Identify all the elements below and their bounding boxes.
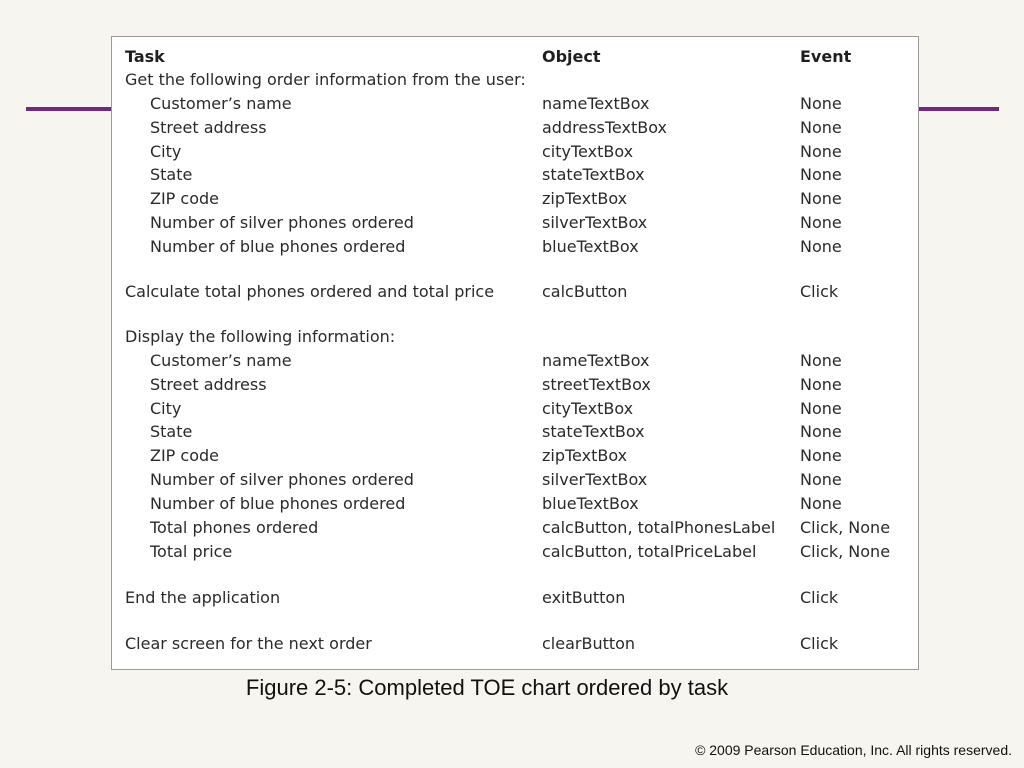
task-cell: State [150, 422, 193, 441]
table-row [112, 236, 918, 258]
table-row [112, 421, 918, 443]
task-cell: ZIP code [150, 189, 219, 208]
object-cell: nameTextBox [542, 351, 650, 370]
task-cell: Street address [150, 118, 267, 137]
table-row [112, 164, 918, 186]
event-cell: Click [800, 282, 839, 301]
table-row [112, 493, 918, 515]
figure-caption: Figure 2-5: Completed TOE chart ordered by task [245, 675, 729, 700]
task-cell: Street address [150, 375, 267, 394]
event-cell: None [800, 422, 842, 441]
event-cell: Click [800, 634, 839, 653]
table-row [112, 281, 918, 303]
object-cell: nameTextBox [542, 94, 650, 113]
task-cell: Number of blue phones ordered [150, 237, 406, 256]
decorative-rule-left [26, 107, 122, 111]
table-row [112, 141, 918, 163]
table-row [112, 374, 918, 396]
table-row [112, 469, 918, 491]
event-cell: None [800, 351, 842, 370]
object-cell: silverTextBox [542, 470, 648, 489]
task-cell: Number of silver phones ordered [150, 470, 414, 489]
event-cell: None [800, 118, 842, 137]
object-cell: silverTextBox [542, 213, 648, 232]
task-cell: Display the following information: [125, 327, 396, 346]
header-task: Task [125, 47, 165, 66]
object-cell: zipTextBox [542, 446, 628, 465]
table-row [112, 398, 918, 420]
object-cell: cityTextBox [542, 399, 634, 418]
table-row [112, 541, 918, 563]
task-cell: Get the following order information from the user: [125, 70, 526, 89]
task-cell: End the application [125, 588, 281, 607]
table-row [112, 517, 918, 539]
event-cell: None [800, 494, 842, 513]
table-row [112, 212, 918, 234]
table-row [112, 69, 918, 91]
task-cell: Clear screen for the next order [125, 634, 372, 653]
table-row [112, 93, 918, 115]
event-cell: None [800, 213, 842, 232]
task-cell: Total phones ordered [150, 518, 319, 537]
table-row [112, 117, 918, 139]
object-cell: streetTextBox [542, 375, 651, 394]
table-row [112, 587, 918, 609]
event-cell: None [800, 189, 842, 208]
header-event: Event [800, 47, 852, 66]
object-cell: stateTextBox [542, 422, 645, 441]
task-cell: State [150, 165, 193, 184]
table-row [112, 350, 918, 372]
header-object: Object [542, 47, 601, 66]
event-cell: None [800, 142, 842, 161]
table-row [112, 188, 918, 210]
decorative-rule-right [908, 107, 999, 111]
task-cell: Number of silver phones ordered [150, 213, 414, 232]
event-cell: None [800, 446, 842, 465]
copyright-notice: © 2009 Pearson Education, Inc. All rights reserved. [695, 742, 1012, 758]
event-cell: None [800, 237, 842, 256]
object-cell: calcButton, totalPhonesLabel [542, 518, 776, 537]
object-cell: zipTextBox [542, 189, 628, 208]
task-cell: Number of blue phones ordered [150, 494, 406, 513]
object-cell: cityTextBox [542, 142, 634, 161]
task-cell: ZIP code [150, 446, 219, 465]
event-cell: None [800, 165, 842, 184]
table-row [112, 633, 918, 655]
event-cell: None [800, 375, 842, 394]
table-row [112, 326, 918, 348]
object-cell: addressTextBox [542, 118, 667, 137]
event-cell: Click [800, 588, 839, 607]
object-cell: calcButton, totalPriceLabel [542, 542, 757, 561]
task-cell: Calculate total phones ordered and total price [125, 282, 495, 301]
event-cell: Click, None [800, 518, 891, 537]
event-cell: None [800, 470, 842, 489]
toe-chart-figure [111, 36, 919, 670]
event-cell: None [800, 94, 842, 113]
task-cell: Total price [150, 542, 233, 561]
object-cell: blueTextBox [542, 237, 639, 256]
task-cell: Customer’s name [150, 351, 292, 370]
event-cell: None [800, 399, 842, 418]
task-cell: City [150, 399, 182, 418]
object-cell: calcButton [542, 282, 628, 301]
object-cell: clearButton [542, 634, 636, 653]
object-cell: blueTextBox [542, 494, 639, 513]
object-cell: stateTextBox [542, 165, 645, 184]
task-cell: Customer’s name [150, 94, 292, 113]
event-cell: Click, None [800, 542, 891, 561]
table-row [112, 445, 918, 467]
task-cell: City [150, 142, 182, 161]
object-cell: exitButton [542, 588, 626, 607]
table-header [112, 46, 918, 68]
